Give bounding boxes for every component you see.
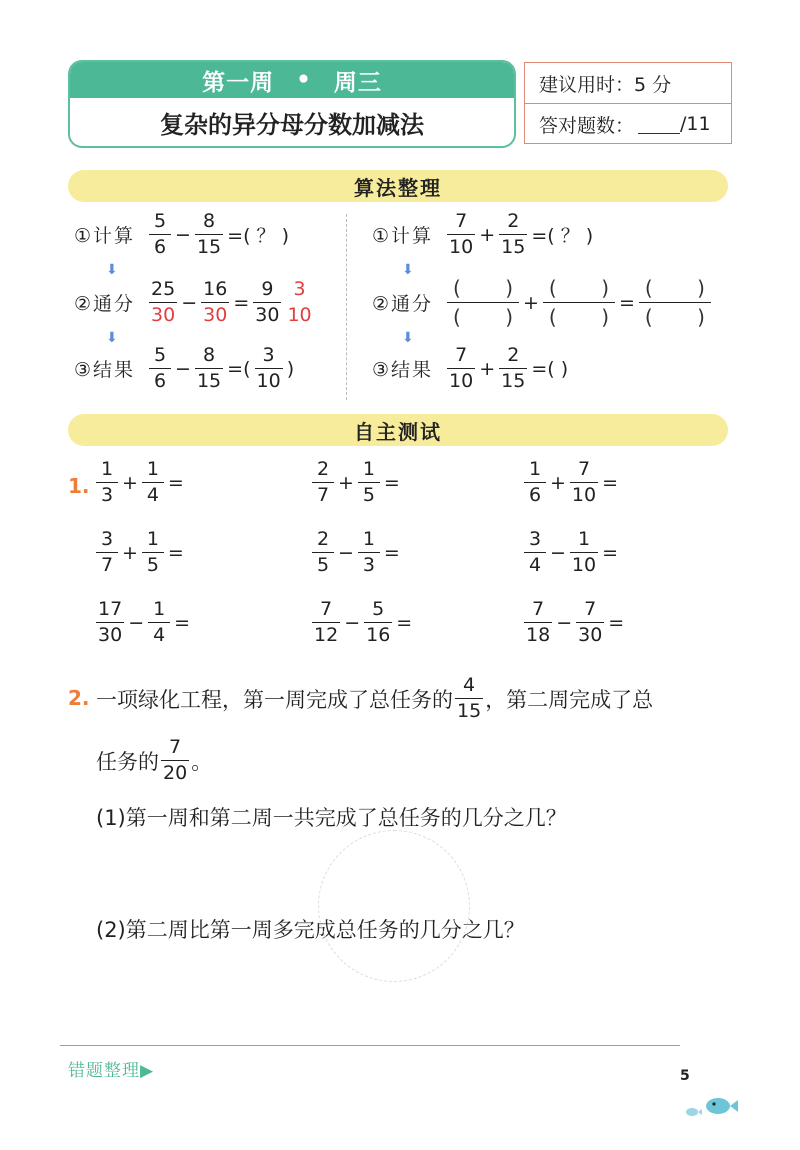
denominator: 18 <box>526 624 551 646</box>
numerator: 7 <box>455 344 468 366</box>
numerator: 16 <box>203 278 228 300</box>
numerator: 25 <box>151 278 176 300</box>
question-1-number: 1. <box>68 474 90 498</box>
left-step2 <box>74 280 316 325</box>
numerator: 2 <box>316 458 330 480</box>
watermark-stamp <box>318 830 470 982</box>
numerator: 1 <box>577 528 591 550</box>
denominator: 10 <box>571 484 597 506</box>
down-arrow-icon: ⬇ <box>106 330 118 346</box>
fraction <box>364 600 392 645</box>
question-text: 。 <box>191 749 213 774</box>
question-text: 任务的 <box>96 749 159 774</box>
fraction <box>149 212 171 257</box>
problem-item <box>522 600 626 645</box>
numerator: 17 <box>98 598 123 620</box>
numerator: 7 <box>584 598 597 620</box>
problem-item <box>522 530 620 575</box>
denominator: 3 <box>358 552 380 575</box>
step-label: ①计算 <box>372 225 434 247</box>
denominator: 15 <box>501 236 526 258</box>
operator: + <box>479 357 496 380</box>
separator-dot: • <box>296 67 312 93</box>
fraction <box>570 460 598 505</box>
column-divider <box>346 214 347 400</box>
numerator: 7 <box>455 210 468 232</box>
down-arrow-icon: ⬇ <box>402 330 414 346</box>
fraction <box>142 530 164 575</box>
denominator: 15 <box>501 370 526 392</box>
fraction <box>447 212 475 257</box>
fraction <box>149 346 171 391</box>
fraction <box>524 460 546 505</box>
operator: − <box>175 223 191 246</box>
fraction <box>312 600 340 645</box>
fraction <box>142 460 164 505</box>
operator: + <box>550 471 566 494</box>
denominator: 6 <box>524 482 546 505</box>
numerator: 2 <box>507 344 520 366</box>
denominator: 5 <box>312 552 334 575</box>
fraction <box>570 530 598 575</box>
blank-fraction[interactable]: ( ) ( ) <box>543 276 615 329</box>
operator: − <box>181 291 198 314</box>
denominator: 6 <box>149 368 171 391</box>
lesson-title: 复杂的异分母分数加减法 <box>160 110 424 139</box>
result-blank: =( ) <box>531 357 569 380</box>
operator: + <box>523 291 539 314</box>
fraction <box>447 346 475 391</box>
fraction <box>96 530 118 575</box>
page-number: 5 <box>680 1068 690 1084</box>
equals-sign: = <box>608 611 625 634</box>
denominator: 3 <box>96 482 118 505</box>
operator: + <box>122 541 138 564</box>
problem-item <box>310 530 402 575</box>
numerator: 7 <box>169 736 182 758</box>
blank-fraction[interactable]: ( ) ( ) <box>639 276 711 329</box>
problem-item <box>310 600 414 645</box>
question-2-line1 <box>96 676 653 721</box>
equals-sign: = <box>396 611 413 634</box>
equals-sign: = <box>383 541 400 564</box>
denominator: 10 <box>449 236 474 258</box>
right-step3 <box>372 346 570 391</box>
fraction <box>148 600 170 645</box>
numerator: 4 <box>463 674 476 696</box>
section-algorithm-banner: 算法整理 <box>68 170 728 202</box>
fraction <box>499 212 527 257</box>
step-label: ①计算 <box>74 225 136 247</box>
step-label: ③结果 <box>372 359 434 381</box>
operator: − <box>556 611 573 634</box>
numerator: 2 <box>316 528 330 550</box>
fish-icon <box>680 1092 740 1122</box>
equals-sign: = <box>602 471 619 494</box>
equals-sign: = <box>167 541 184 564</box>
denominator: 30 <box>255 304 280 326</box>
operator: − <box>128 611 145 634</box>
fraction <box>312 530 334 575</box>
numerator: 7 <box>320 598 333 620</box>
left-step3 <box>74 346 296 391</box>
fraction <box>201 280 229 325</box>
denominator: 10 <box>287 304 312 326</box>
equals-sign: = <box>167 471 184 494</box>
week-label: 第一周 <box>202 69 275 96</box>
operator: = <box>233 291 250 314</box>
fraction <box>149 280 177 325</box>
numerator: 3 <box>262 344 275 366</box>
problem-item <box>94 460 186 505</box>
operator: + <box>479 223 496 246</box>
denominator: 30 <box>98 624 123 646</box>
fraction <box>455 676 483 721</box>
numerator: 1 <box>153 598 166 620</box>
equals-sign: = <box>383 471 400 494</box>
denominator: 5 <box>358 482 380 505</box>
numerator: 3 <box>293 278 306 300</box>
step-label: ③结果 <box>74 359 136 381</box>
operator: ) <box>286 357 295 380</box>
numerator: 1 <box>146 458 159 480</box>
fraction <box>499 346 527 391</box>
fraction <box>96 600 124 645</box>
fraction <box>524 600 552 645</box>
step-label: ②通分 <box>372 293 434 315</box>
question-text: ，第二周完成了总 <box>485 687 654 712</box>
fraction <box>255 346 283 391</box>
numerator: 8 <box>203 210 216 232</box>
denominator: 30 <box>578 624 603 646</box>
denominator: 15 <box>457 700 482 722</box>
correct-total: /11 <box>680 113 711 135</box>
question-text: 一项绿化工程，第一周完成了总任务的 <box>96 687 453 712</box>
problem-item <box>94 600 192 645</box>
fraction <box>312 460 334 505</box>
operator: − <box>550 541 566 564</box>
fraction <box>161 738 189 783</box>
equals-sign: = <box>174 611 191 634</box>
numerator: 5 <box>154 210 167 232</box>
result-blank: =( ？ ) <box>227 225 289 247</box>
numerator: 1 <box>362 458 375 480</box>
sub-question-1: (1)第一周和第二周一共完成了总任务的几分之几？ <box>96 806 567 830</box>
numerator: 5 <box>154 344 167 366</box>
denominator: 6 <box>149 234 171 257</box>
question-2-number: 2. <box>68 686 90 710</box>
denominator: 4 <box>148 622 170 645</box>
correct-count-row <box>525 103 731 144</box>
denominator: 10 <box>256 370 281 392</box>
fraction <box>358 530 380 575</box>
operator: − <box>344 611 361 634</box>
denominator: 30 <box>203 304 228 326</box>
correct-count-blank[interactable] <box>638 115 680 134</box>
numerator: 7 <box>532 598 545 620</box>
denominator: 20 <box>163 762 188 784</box>
down-arrow-icon: ⬇ <box>106 262 118 278</box>
fraction <box>96 460 118 505</box>
fraction <box>524 530 546 575</box>
lesson-header <box>68 60 516 148</box>
fraction <box>358 460 380 505</box>
fraction <box>576 600 604 645</box>
denominator: 4 <box>142 482 164 505</box>
blank-fraction[interactable]: ( ) ( ) <box>447 276 519 329</box>
down-arrow-icon: ⬇ <box>402 262 414 278</box>
numerator: 1 <box>100 458 114 480</box>
numerator: 7 <box>577 458 591 480</box>
operator: = <box>618 291 635 314</box>
operator: =( <box>227 357 251 380</box>
day-label: 周三 <box>333 69 382 96</box>
numerator: 1 <box>362 528 375 550</box>
denominator: 12 <box>314 624 339 646</box>
denominator: 5 <box>142 552 164 575</box>
problem-item <box>94 530 186 575</box>
suggested-time: 建议用时：5 分 <box>539 73 672 96</box>
section-self-test-banner: 自主测试 <box>68 414 728 446</box>
denominator: 7 <box>312 482 334 505</box>
operator: + <box>338 471 354 494</box>
correct-count-label: 答对题数： <box>539 114 635 137</box>
denominator: 10 <box>571 554 597 576</box>
time-box <box>524 62 732 144</box>
step-label: ②通分 <box>74 293 136 315</box>
numerator: 5 <box>372 598 385 620</box>
numerator: 1 <box>146 528 159 550</box>
week-day-bar <box>70 62 514 98</box>
numerator: 8 <box>203 344 216 366</box>
left-step1 <box>74 212 291 257</box>
fraction <box>195 212 223 257</box>
denominator: 15 <box>196 370 222 392</box>
fraction <box>253 280 281 325</box>
denominator: 4 <box>524 552 546 575</box>
denominator: 7 <box>96 552 118 575</box>
simplified-fraction <box>285 280 313 325</box>
right-step1 <box>372 212 595 257</box>
denominator: 10 <box>449 370 474 392</box>
operator: + <box>122 471 138 494</box>
sub-question-2: (2)第二周比第一周多完成总任务的几分之几？ <box>96 918 525 942</box>
right-step2 <box>372 276 713 329</box>
numerator: 2 <box>507 210 520 232</box>
operator: − <box>338 541 354 564</box>
denominator: 15 <box>196 236 222 258</box>
denominator: 16 <box>366 624 391 646</box>
error-review-label: 错题整理▶ <box>68 1061 155 1081</box>
fraction <box>195 346 223 391</box>
problem-item <box>310 460 402 505</box>
numerator: 3 <box>528 528 542 550</box>
result-blank: =( ？ ) <box>531 225 594 247</box>
equals-sign: = <box>602 541 619 564</box>
question-2-line2 <box>96 738 212 783</box>
numerator: 9 <box>261 278 274 300</box>
numerator: 3 <box>100 528 114 550</box>
denominator: 30 <box>151 304 176 326</box>
problem-item <box>522 460 620 505</box>
numerator: 1 <box>528 458 542 480</box>
footer-divider <box>60 1045 680 1046</box>
operator: − <box>175 357 191 380</box>
